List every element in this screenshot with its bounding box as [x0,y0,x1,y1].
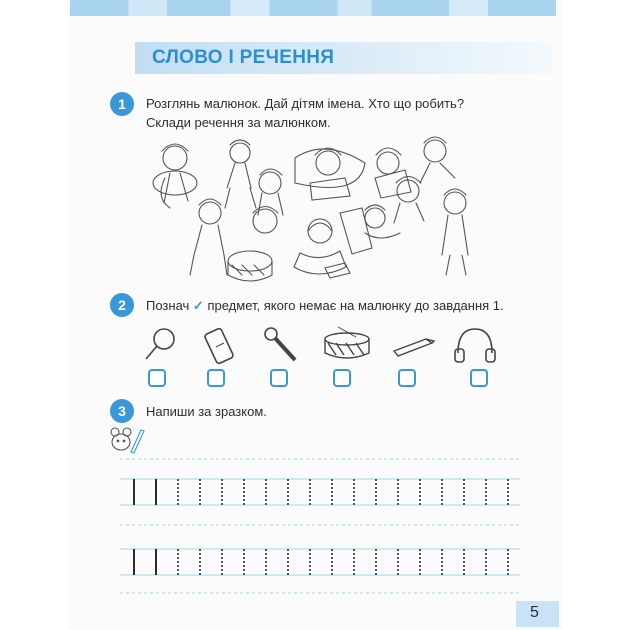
task-1-line-1: Розглянь малюнок. Дай дітям імена. Хто що робить? [146,96,465,111]
pencil-icon [390,325,440,365]
children-illustration [150,133,485,285]
answer-box-1[interactable] [148,369,166,387]
task-2-number: 2 [110,293,134,317]
task-2-text [146,296,526,315]
top-decorative-band [70,0,556,16]
headphones-icon [452,325,498,365]
task-1-line-2: Склади речення за малюнком. [146,115,331,130]
task-1-number: 1 [110,92,134,116]
task-1-text [146,94,536,132]
phone-icon [202,325,242,365]
drum-icon [322,325,372,365]
answer-box-2[interactable] [207,369,225,387]
answer-box-3[interactable] [270,369,288,387]
task-3-text: Напиши за зразком. [146,404,267,419]
task-2-text-before: Познач [146,298,190,313]
answer-box-6[interactable] [470,369,488,387]
task-3-number: 3 [110,399,134,423]
task-2-text-after: предмет, якого немає на малюнку до завдання 1. [207,298,504,313]
check-mark-icon: ✓ [192,298,204,313]
page-title: СЛОВО І РЕЧЕННЯ [152,47,335,68]
magnifier-icon [142,325,182,365]
page-number: 5 [530,604,539,621]
microphone-icon [262,325,302,365]
items-row [140,325,500,367]
writing-lines [120,455,520,595]
answer-box-5[interactable] [398,369,416,387]
answer-box-4[interactable] [333,369,351,387]
